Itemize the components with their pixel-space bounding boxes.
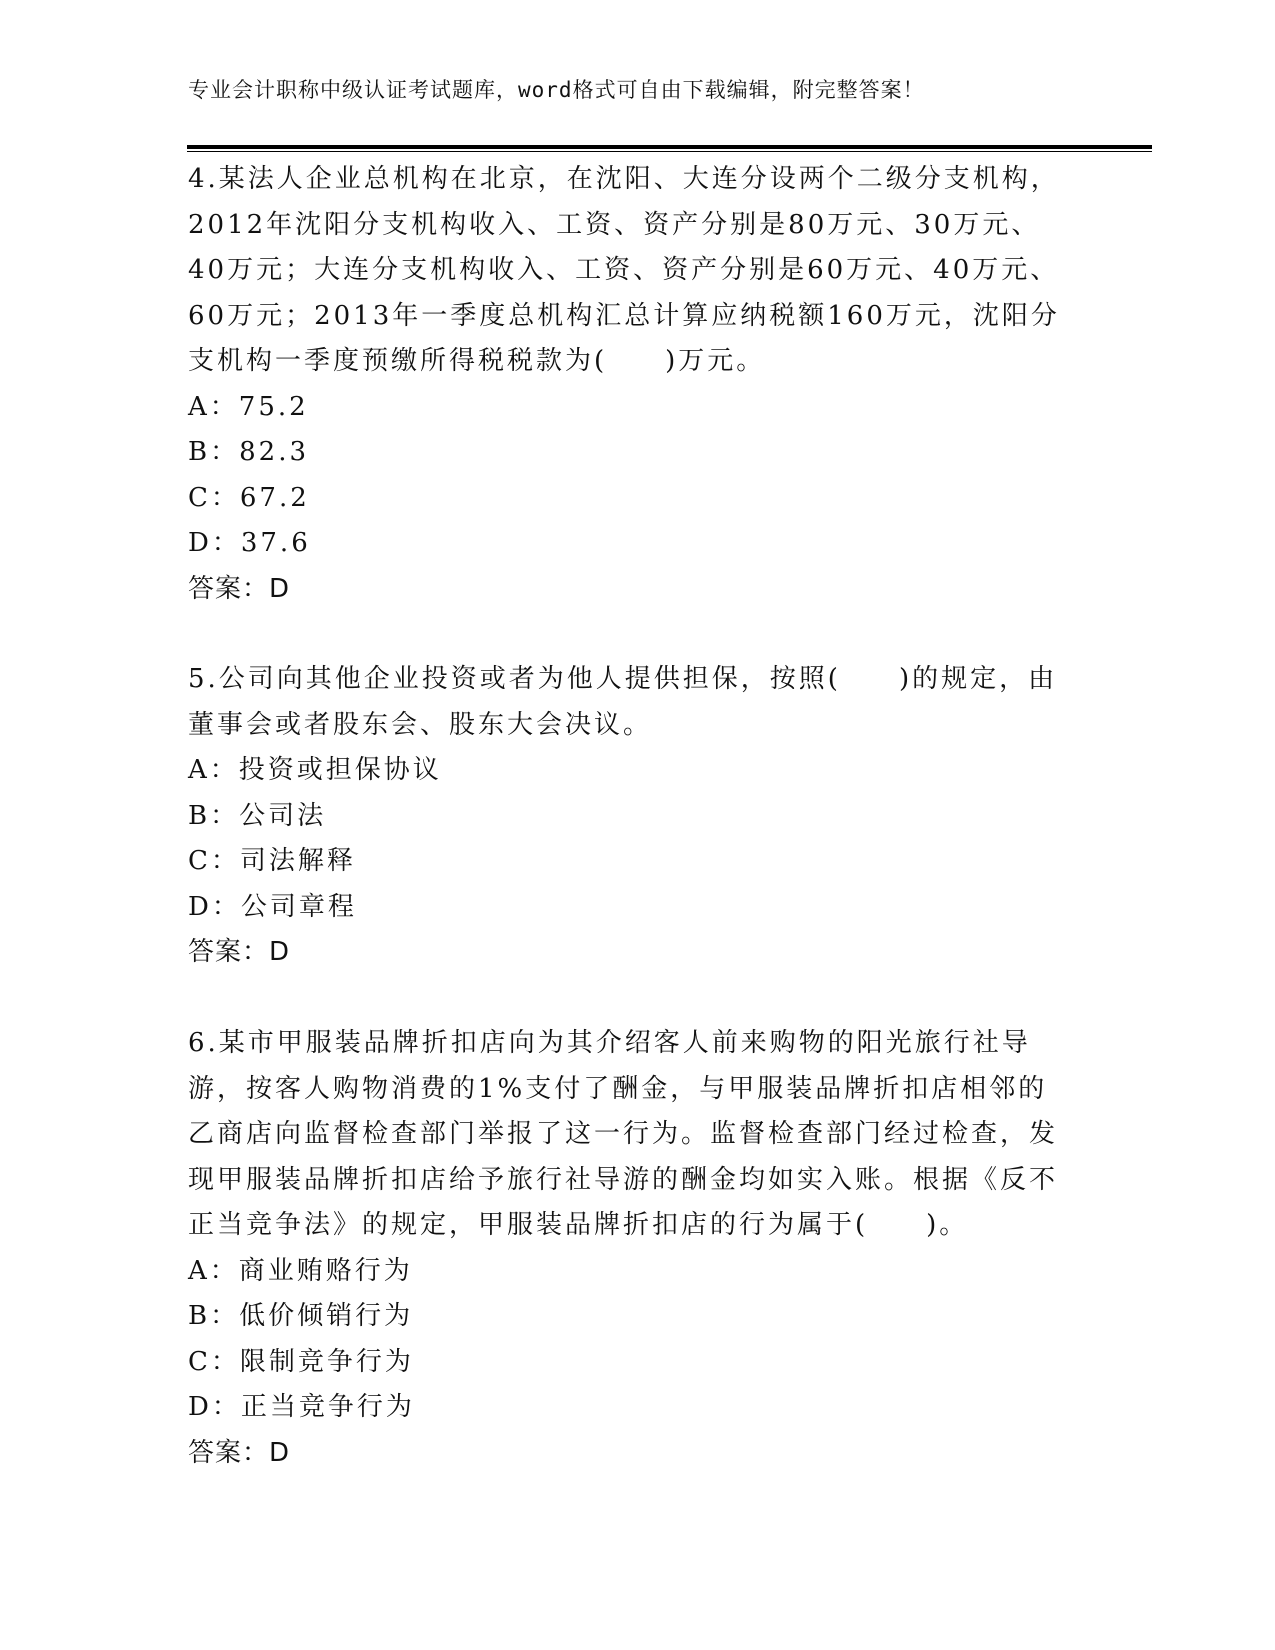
- question-stem: 5.公司向其他企业投资或者为他人提供担保，按照( )的规定，由董事会或者股东会、股东大会决议。: [188, 664, 1058, 740]
- question-5: [188, 657, 1068, 976]
- question-stem: 6.某市甲服装品牌折扣店向为其介绍客人前来购物的阳光旅行社导游，按客人购物消费的1%支付了酬金，与甲服装品牌折扣店相邻的乙商店向监督检查部门举报了这一行为。监督检查部门经过检查，发现甲服装品牌折扣店给予旅行社导游的酬金均如实入账。根据《反不正当竞争法》的规定，甲服装品牌折扣店的行为属于( )。: [188, 1028, 1059, 1240]
- question-4: [188, 157, 1068, 612]
- answer: 答案：D: [188, 937, 291, 967]
- header-rule-thin: [187, 151, 1152, 152]
- option-a: A：75.2: [188, 391, 309, 422]
- header-rule-thick: [187, 145, 1152, 149]
- option-b: B：公司法: [188, 800, 327, 831]
- option-b: B：82.3: [188, 437, 309, 467]
- option-a: A：投资或担保协议: [188, 755, 442, 785]
- option-d: D：公司章程: [188, 891, 357, 922]
- option-c: C：司法解释: [188, 846, 356, 876]
- option-d: D：37.6: [188, 528, 311, 558]
- answer: 答案：D: [188, 1437, 291, 1468]
- option-b: B：低价倾销行为: [188, 1301, 414, 1331]
- question-6: [188, 1021, 1068, 1476]
- answer: 答案：D: [188, 573, 291, 604]
- option-a: A：商业贿赂行为: [188, 1255, 413, 1286]
- option-d: D：正当竞争行为: [188, 1392, 415, 1422]
- option-c: C：67.2: [188, 482, 310, 513]
- option-c: C：限制竞争行为: [188, 1346, 414, 1377]
- page-header: 专业会计职称中级认证考试题库，word格式可自由下载编辑，附完整答案！: [188, 78, 925, 102]
- question-stem: 4.某法人企业总机构在北京，在沈阳、大连分设两个二级分支机构，2012年沈阳分支机构收入、工资、资产分别是80万元、30万元、40万元；大连分支机构收入、工资、资产分别是60万元、40万元、60万元；2013年一季度总机构汇总计算应纳税额160万元，沈阳分支机构一季度预缴所得税税款为( )万元。: [188, 164, 1060, 376]
